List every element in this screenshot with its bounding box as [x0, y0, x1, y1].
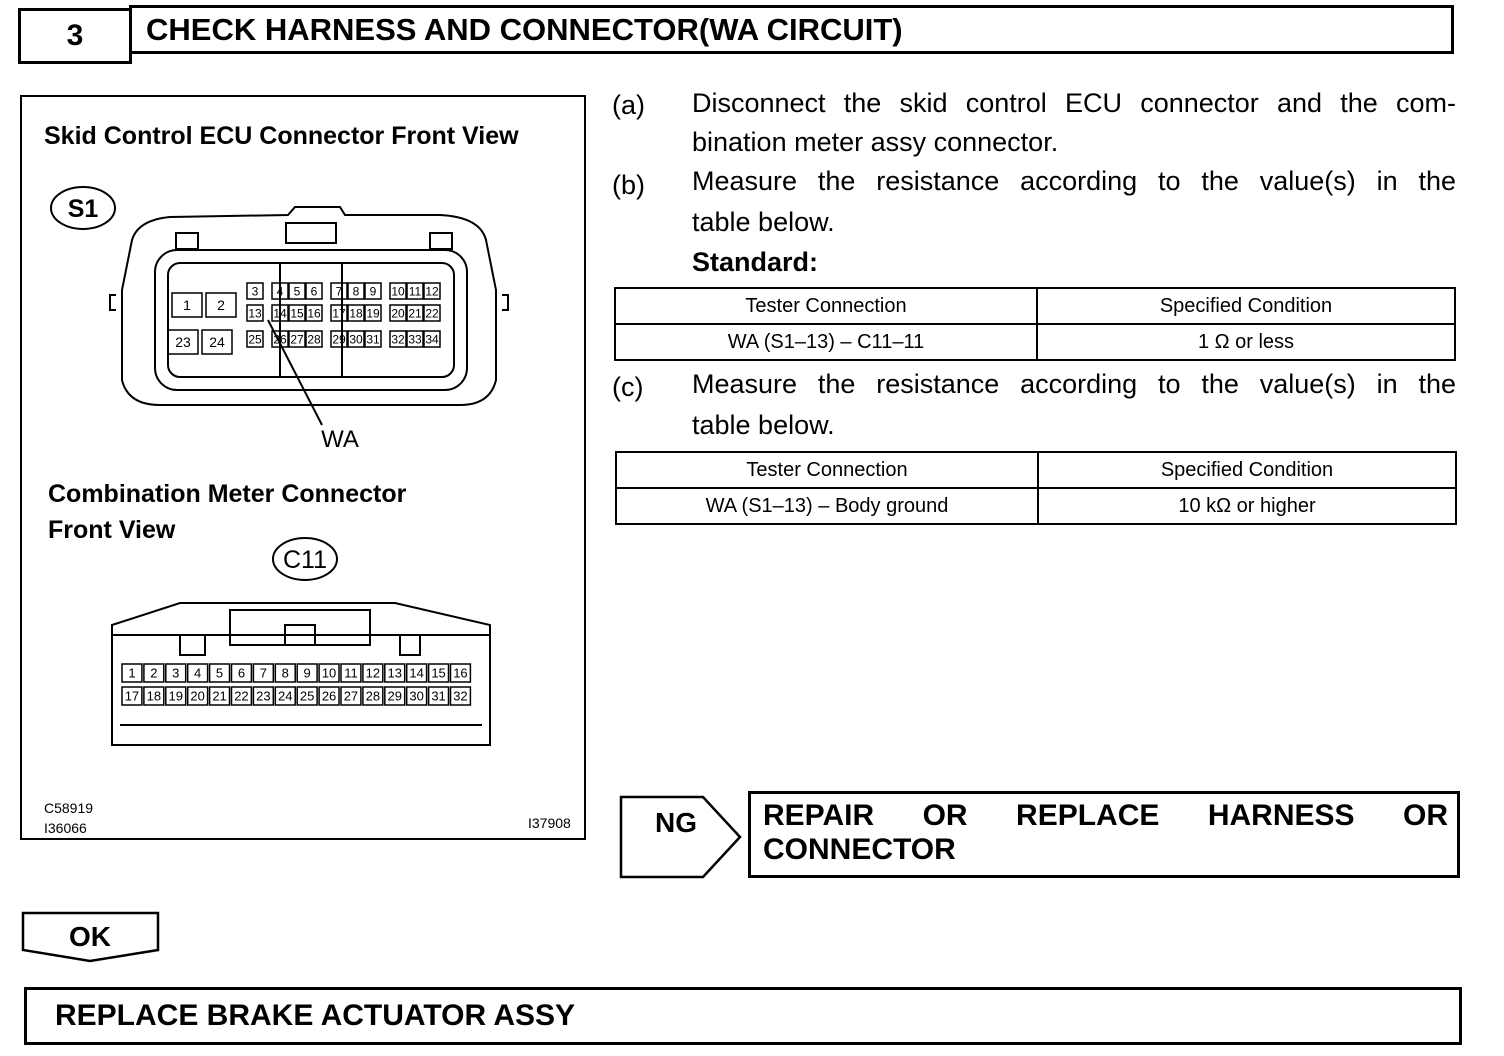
ng-label: NG	[655, 807, 697, 838]
pin-number: 8	[281, 665, 289, 681]
pin-number: 19	[168, 688, 183, 704]
step-c-line2: table below.	[692, 410, 835, 440]
connector-diagram	[20, 95, 586, 840]
pin-number: 11	[344, 665, 358, 681]
pin-number: 22	[234, 688, 249, 704]
figure-code: I36066	[44, 820, 87, 836]
pin-number: 11	[408, 284, 422, 299]
pin-number: 30	[409, 688, 424, 704]
step-a-label: (a)	[612, 90, 645, 120]
pin-number: 21	[408, 306, 422, 321]
pin-number: 12	[365, 665, 381, 681]
ecu-id-label: S1	[67, 195, 99, 223]
pin-number: 1	[183, 297, 191, 314]
pin-number: 6	[237, 665, 246, 681]
wa-label: WA	[321, 426, 359, 453]
pin-number: 2	[150, 665, 158, 681]
pin-number: 31	[366, 332, 380, 347]
pin-number: 13	[387, 665, 402, 681]
pin-number: 32	[453, 688, 468, 704]
pin-number: 22	[425, 306, 439, 321]
step-c-label: (c)	[612, 372, 644, 402]
ng-action-word: REPAIR	[763, 799, 875, 832]
step-b-label: (b)	[612, 170, 645, 200]
pin-number: 2	[217, 297, 225, 314]
meter-id-label: C11	[282, 546, 328, 574]
pin-number: 5	[293, 284, 301, 299]
step-title: CHECK HARNESS AND CONNECTOR(WA CIRCUIT)	[129, 5, 1454, 54]
ng-action-line2: CONNECTOR	[763, 833, 956, 866]
pin-number: 30	[349, 332, 363, 347]
pin-number: 10	[391, 284, 405, 299]
ok-arrow	[20, 910, 162, 964]
spec-table-1	[614, 287, 1456, 361]
pin-number: 24	[209, 334, 225, 351]
pin-number: 1	[128, 665, 136, 681]
step-b-line1: Measure the resistance according to the value(s) in the	[692, 166, 1456, 196]
meter-connector-title-line2: Front View	[48, 516, 176, 544]
pin-number: 23	[256, 688, 271, 704]
pin-number: 16	[307, 306, 321, 321]
table-header: Specified Condition	[1037, 288, 1455, 324]
pin-number: 3	[172, 665, 180, 681]
pin-number: 7	[259, 665, 267, 681]
ng-action-word: OR	[922, 799, 968, 832]
pin-number: 4	[276, 284, 284, 299]
pin-number: 3	[251, 284, 259, 299]
pin-number: 5	[215, 665, 224, 681]
pin-number: 20	[391, 306, 405, 321]
table-cell: 1 Ω or less	[1037, 324, 1455, 360]
pin-number: 7	[335, 284, 343, 299]
pin-number: 12	[425, 284, 439, 299]
pin-number: 26	[321, 688, 337, 704]
pin-number: 33	[408, 332, 422, 347]
step-c-line1: Measure the resistance according to the value(s) in the	[692, 369, 1456, 399]
step-b-line2: table below.	[692, 207, 835, 237]
pin-number: 17	[124, 688, 140, 704]
table-header: Tester Connection	[616, 452, 1038, 488]
figure-code-right: I37908	[528, 815, 571, 831]
pin-number: 31	[431, 688, 446, 704]
pin-number: 15	[431, 665, 446, 681]
pin-number: 27	[343, 688, 359, 704]
pin-number: 29	[387, 688, 402, 704]
ng-arrow	[618, 794, 744, 880]
spec-table-2	[615, 451, 1457, 525]
pin-number: 28	[307, 332, 321, 347]
pin-number: 18	[349, 306, 363, 321]
ecu-pins	[168, 283, 440, 354]
final-action: REPLACE BRAKE ACTUATOR ASSY	[24, 987, 1462, 1045]
step-a-line2: bination meter assy connector.	[692, 127, 1059, 157]
pin-number: 23	[175, 334, 191, 351]
pin-number: 28	[365, 688, 381, 704]
standard-label: Standard:	[692, 247, 819, 277]
pin-number: 18	[146, 688, 162, 704]
pin-number: 34	[425, 332, 439, 347]
pin-number: 27	[290, 332, 304, 347]
ng-action-word: HARNESS	[1207, 799, 1355, 832]
ng-action-word: OR	[1403, 799, 1448, 832]
pin-number: 6	[310, 284, 318, 299]
pin-number: 26	[273, 332, 287, 347]
pin-number: 14	[409, 665, 424, 681]
table-cell: 10 kΩ or higher	[1038, 488, 1456, 524]
pin-number: 32	[391, 332, 405, 347]
pin-number: 15	[290, 306, 304, 321]
ng-action-line1	[763, 799, 1448, 833]
step-a-line1: Disconnect the skid control ECU connector and the com-	[692, 88, 1456, 118]
pin-number: 25	[248, 332, 262, 347]
figure-code: C58919	[44, 800, 94, 816]
pin-number: 8	[352, 284, 360, 299]
table-header: Specified Condition	[1038, 452, 1456, 488]
pin-number: 19	[366, 306, 380, 321]
table-cell: WA (S1–13) – C11–11	[615, 324, 1037, 360]
pin-number: 17	[332, 306, 346, 321]
pin-number: 9	[369, 284, 377, 299]
table-cell: WA (S1–13) – Body ground	[616, 488, 1038, 524]
pin-number: 9	[303, 665, 311, 681]
meter-pins	[122, 664, 470, 705]
pin-number: 4	[194, 665, 202, 681]
ng-action-word: REPLACE	[1016, 799, 1160, 832]
pin-number: 13	[248, 306, 262, 321]
meter-connector-title-line1: Combination Meter Connector	[48, 480, 407, 508]
table-header: Tester Connection	[615, 288, 1037, 324]
ok-label: OK	[69, 921, 111, 952]
pin-number: 20	[190, 688, 205, 704]
pin-number: 10	[321, 665, 337, 681]
pin-number: 29	[332, 332, 346, 347]
step-number: 3	[18, 8, 132, 64]
pin-number: 16	[453, 665, 468, 681]
pin-number: 21	[212, 688, 227, 704]
pin-number: 24	[278, 688, 293, 704]
ecu-connector-title: Skid Control ECU Connector Front View	[44, 122, 519, 150]
pin-number: 14	[273, 306, 287, 321]
pin-number: 25	[299, 688, 315, 704]
